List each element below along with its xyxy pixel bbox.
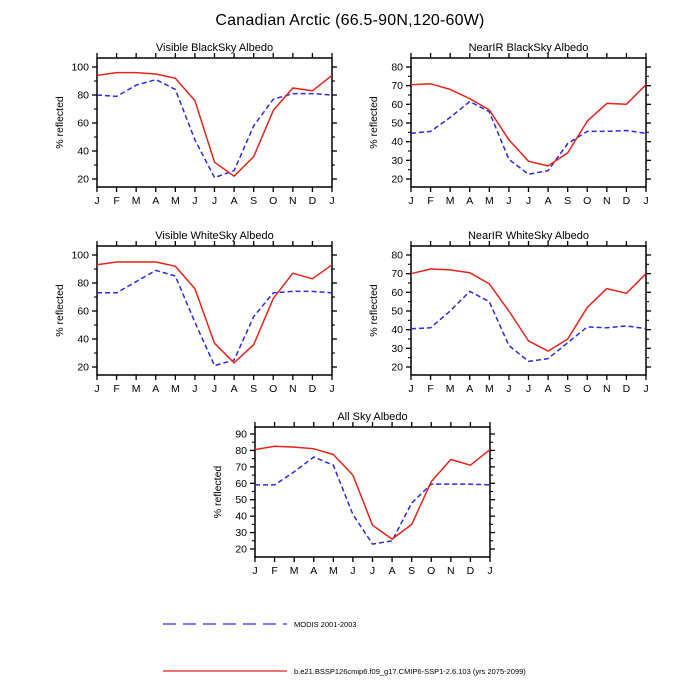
y-tick-label: 60: [77, 305, 89, 318]
y-tick-label: 80: [235, 444, 247, 457]
y-tick-label: 50: [391, 305, 403, 318]
figure-title: Canadian Arctic (66.5-90N,120-60W): [215, 12, 485, 29]
chart-visible-whitesky-albedo: [54, 230, 337, 395]
y-tick-label: 70: [391, 80, 403, 93]
month-label: J: [643, 383, 649, 395]
y-tick-label: 60: [235, 477, 247, 490]
y-tick-label: 20: [235, 543, 247, 556]
month-label: J: [525, 195, 532, 207]
month-label: N: [447, 565, 455, 577]
month-label: N: [289, 383, 297, 395]
month-label: J: [643, 195, 649, 207]
month-label: S: [564, 383, 572, 395]
y-tick-label: 30: [235, 527, 247, 540]
month-label: D: [466, 565, 475, 577]
month-label: M: [170, 383, 180, 395]
month-label: M: [484, 383, 494, 395]
month-label: D: [622, 195, 631, 207]
month-label: J: [506, 383, 512, 395]
month-label: M: [289, 565, 299, 577]
y-tick-label: 80: [77, 89, 89, 102]
y-tick-label: 20: [391, 173, 403, 186]
y-tick-label: 30: [391, 342, 403, 355]
month-label: F: [113, 195, 120, 207]
y-tick-label: 60: [77, 117, 89, 130]
chart-visible-blacksky-albedo: [54, 42, 337, 207]
month-label: O: [427, 565, 436, 577]
month-label: J: [192, 383, 198, 395]
modis-dashed-line-sample: [163, 617, 287, 631]
y-tick-label: 100: [71, 61, 89, 74]
month-label: A: [230, 383, 238, 395]
model-series-line: [411, 269, 646, 351]
month-label: J: [94, 383, 100, 395]
plot-frame: [411, 58, 646, 187]
month-label: J: [252, 565, 258, 577]
month-label: M: [484, 195, 494, 207]
y-tick-label: 40: [391, 136, 403, 149]
plot-frame: [411, 246, 646, 375]
month-label: J: [329, 195, 335, 207]
y-tick-label: 20: [391, 361, 403, 374]
month-label: J: [94, 195, 100, 207]
y-tick-label: 40: [77, 145, 89, 158]
y-axis-name: % reflected: [368, 284, 380, 337]
y-axis-name: % reflected: [212, 465, 224, 519]
model-series-line: [97, 73, 332, 177]
plot-frame: [97, 58, 332, 187]
modis-series-line: [411, 291, 646, 361]
chart-title: NearIR WhiteSky Albedo: [467, 230, 590, 242]
chart-nearir-blacksky-albedo: [368, 42, 651, 207]
month-label: S: [250, 195, 258, 207]
month-label: J: [192, 195, 198, 207]
month-label: N: [289, 195, 297, 207]
chart-nearir-whitesky-albedo: [368, 230, 651, 395]
month-label: F: [113, 383, 120, 395]
chart-title: All Sky Albedo: [337, 411, 408, 423]
modis-series-line: [97, 270, 332, 365]
month-label: J: [487, 565, 493, 577]
y-tick-label: 50: [235, 494, 247, 507]
month-label: J: [329, 383, 335, 395]
y-tick-label: 80: [77, 277, 89, 290]
month-label: A: [544, 195, 552, 207]
model-series-line: [255, 446, 490, 539]
y-tick-label: 70: [235, 461, 247, 474]
month-label: F: [427, 195, 434, 207]
month-label: N: [603, 383, 611, 395]
chart-all-sky-albedo: [212, 411, 495, 577]
month-label: O: [583, 195, 592, 207]
month-label: M: [131, 195, 141, 207]
month-label: M: [131, 383, 141, 395]
modis-series-line: [411, 102, 646, 175]
model-solid-line-sample: [163, 664, 287, 678]
legend-label-model: b.e21.BSSP126cmip6.f09_g17.CMIP6-SSP1-2.6.103 (yrs 2075-2099): [294, 666, 526, 676]
y-axis-name: % reflected: [54, 96, 66, 149]
y-tick-label: 30: [391, 154, 403, 167]
y-tick-label: 100: [71, 249, 89, 262]
month-label: O: [269, 383, 278, 395]
y-tick-label: 20: [77, 173, 89, 186]
month-label: D: [622, 383, 631, 395]
month-label: M: [445, 195, 455, 207]
y-tick-label: 90: [235, 428, 247, 441]
y-tick-label: 20: [77, 361, 89, 374]
chart-title: Visible WhiteSky Albedo: [155, 230, 274, 242]
month-label: N: [603, 195, 611, 207]
y-tick-label: 40: [77, 333, 89, 346]
month-label: A: [466, 195, 474, 207]
modis-series-line: [255, 457, 490, 544]
month-label: A: [230, 195, 238, 207]
chart-title: Visible BlackSky Albedo: [155, 42, 274, 54]
month-label: S: [408, 565, 416, 577]
plot-frame: [97, 246, 332, 375]
y-tick-label: 80: [391, 249, 403, 262]
month-label: A: [466, 383, 474, 395]
month-label: M: [328, 565, 338, 577]
month-label: J: [211, 195, 218, 207]
month-label: A: [388, 565, 396, 577]
month-label: F: [271, 565, 278, 577]
month-label: J: [525, 383, 532, 395]
month-label: M: [445, 383, 455, 395]
y-tick-label: 50: [391, 117, 403, 130]
month-label: A: [152, 195, 160, 207]
y-axis-name: % reflected: [54, 284, 66, 337]
y-axis-name: % reflected: [368, 96, 380, 149]
month-label: D: [308, 383, 317, 395]
month-label: J: [506, 195, 512, 207]
model-series-line: [411, 84, 646, 166]
y-tick-label: 80: [391, 61, 403, 74]
month-label: J: [369, 565, 376, 577]
month-label: J: [408, 195, 414, 207]
month-label: F: [427, 383, 434, 395]
legend-item-model: [163, 664, 526, 678]
y-tick-label: 60: [391, 98, 403, 111]
y-tick-label: 40: [391, 324, 403, 337]
month-label: J: [408, 383, 414, 395]
month-label: A: [152, 383, 160, 395]
month-label: M: [170, 195, 180, 207]
y-tick-label: 70: [391, 268, 403, 281]
month-label: D: [308, 195, 317, 207]
month-label: O: [269, 195, 278, 207]
month-label: S: [564, 195, 572, 207]
model-series-line: [97, 262, 332, 363]
chart-title: NearIR BlackSky Albedo: [468, 42, 589, 54]
month-label: A: [544, 383, 552, 395]
month-label: O: [583, 383, 592, 395]
month-label: A: [310, 565, 318, 577]
month-label: S: [250, 383, 258, 395]
month-label: J: [350, 565, 356, 577]
legend-label-modis: MODIS 2001-2003: [294, 619, 357, 629]
month-label: J: [211, 383, 218, 395]
y-tick-label: 60: [391, 286, 403, 299]
y-tick-label: 40: [235, 510, 247, 523]
legend-item-modis: [163, 617, 357, 631]
